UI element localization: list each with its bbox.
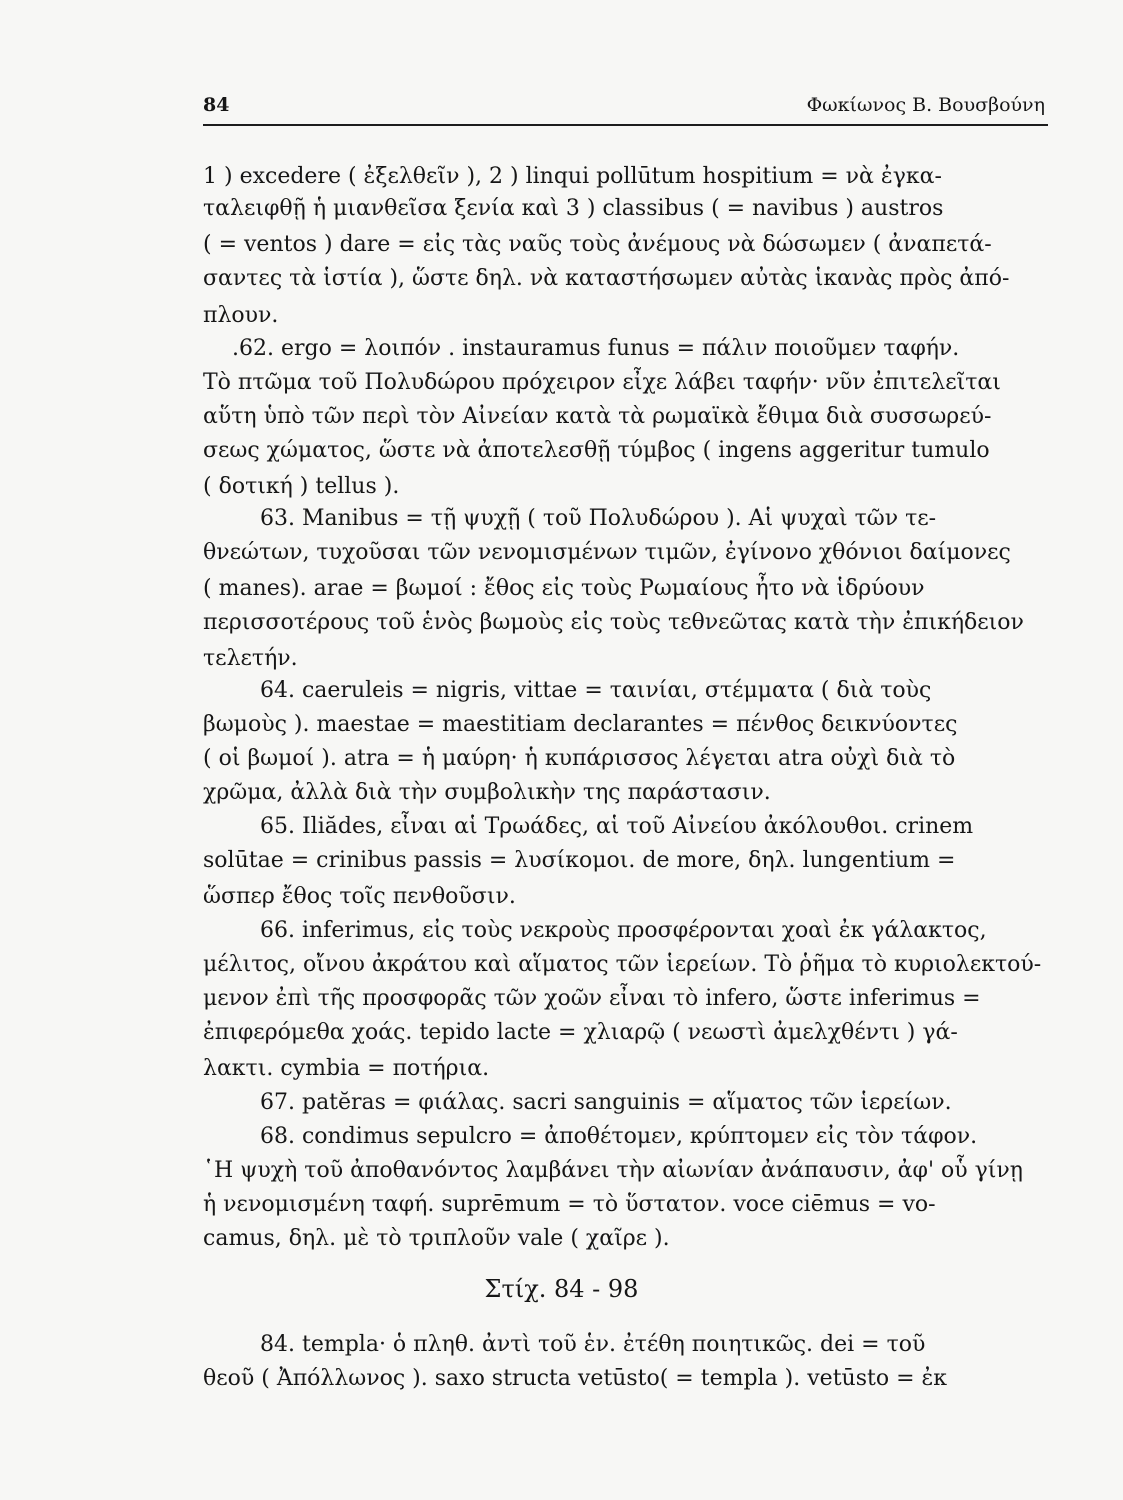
text-line: περισσοτέρους τοῦ ἑνὸς βωμοὺς εἰς τοὺς τεθνεῶτας κατὰ τὴν ἐπικήδειον bbox=[203, 610, 1024, 635]
text-line: solūtae = crinibus passis = λυσίκομοι. de more, δηλ. lungentium = bbox=[203, 848, 956, 873]
text-line: ( = ventos ) dare = εἰς τὰς ναῦς τοὺς ἀνέμους νὰ δώσωμεν ( ἀναπετά- bbox=[203, 232, 992, 257]
text-line: βωμοὺς ). maestae = maestitiam declarantes = πένθος δεικνύοντες bbox=[203, 712, 958, 737]
text-line: 67. patĕras = φιάλας. sacri sanguinis = αἵματος τῶν ἱερείων. bbox=[260, 1090, 952, 1115]
text-line: .62. ergo = λοιπόν . instauramus funus = πάλιν ποιοῦμεν ταφήν. bbox=[232, 336, 960, 361]
text-line: χρῶμα, ἀλλὰ διὰ τὴν συμβολικὴν της παράστασιν. bbox=[203, 780, 771, 805]
text-line: μενον ἐπὶ τῆς προσφορᾶς τῶν χοῶν εἶναι τὸ infero, ὥστε inferimus = bbox=[203, 986, 981, 1011]
text-line: camus, δηλ. μὲ τὸ τριπλοῦν vale ( χαῖρε ). bbox=[203, 1226, 670, 1251]
text-line: 64. caeruleis = nigris, vittae = ταινίαι, στέμματα ( διὰ τοὺς bbox=[260, 678, 932, 703]
text-line: ( οἱ βωμοί ). atra = ἡ μαύρη· ἡ κυπάρισσος λέγεται atra οὐχὶ διὰ τὸ bbox=[203, 746, 956, 771]
text-line: μέλιτος, οἴνου ἀκράτου καὶ αἵματος τῶν ἱερείων. Τὸ ῥῆμα τὸ κυριολεκτού- bbox=[203, 952, 1042, 977]
text-line: 68. condimus sepulcro = ἀποθέτομεν, κρύπτομεν εἰς τὸν τάφον. bbox=[260, 1124, 978, 1149]
text-line: ἐπιφερόμεθα χοάς. tepido lacte = χλιαρῷ ( νεωστὶ ἀμελχθέντι ) γά- bbox=[203, 1020, 958, 1045]
page-number: 84 bbox=[203, 94, 230, 116]
text-line: ἡ νενομισμένη ταφή. suprēmum = τὸ ὕστατον. voce ciēmus = vo- bbox=[203, 1192, 936, 1217]
text-line: θεοῦ ( Ἀπόλλωνος ). saxo structa vetūsto( = templa ). vetūsto = ἐκ bbox=[203, 1366, 948, 1391]
text-line: 84. templa· ὁ πληθ. ἀντὶ τοῦ ἑν. ἐτέθη ποιητικῶς. dei = τοῦ bbox=[260, 1332, 926, 1357]
text-line: ( δοτική ) tellus ). bbox=[203, 474, 400, 499]
text-line: ῾Η ψυχὴ τοῦ ἀποθανόντος λαμβάνει τὴν αἰωνίαν ἀνάπαυσιν, ἀφ' οὗ γίνῃ bbox=[203, 1158, 1023, 1183]
page-header bbox=[203, 94, 1045, 120]
text-line: 63. Manibus = τῇ ψυχῇ ( τοῦ Πολυδώρου ). Αἱ ψυχαὶ τῶν τε- bbox=[260, 506, 937, 531]
text-line: 65. Iliădes, εἶναι αἱ Τρωάδες, αἱ τοῦ Αἰνείου ἀκόλουθοι. crinem bbox=[260, 814, 974, 839]
text-line: τελετήν. bbox=[203, 646, 298, 671]
text-line: θνεώτων, τυχοῦσαι τῶν νενομισμένων τιμῶν, ἐγίνονο χθόνιοι δαίμονες bbox=[203, 540, 1011, 565]
header-rule bbox=[203, 124, 1048, 126]
text-line: 1 ) excedere ( ἐξελθεῖν ), 2 ) linqui pollūtum hospitium = νὰ ἐγκα- bbox=[203, 164, 942, 189]
section-heading: Στίχ. 84 - 98 bbox=[484, 1275, 639, 1303]
text-line: σεως χώματος, ὥστε νὰ ἀποτελεσθῇ τύμβος ( ingens aggeritur tumulo bbox=[203, 438, 990, 463]
text-line: λακτι. cymbia = ποτήρια. bbox=[203, 1056, 490, 1081]
text-line: σαντες τὰ ἱστία ), ὥστε δηλ. νὰ καταστήσωμεν αὐτὰς ἱκανὰς πρὸς ἀπό- bbox=[203, 266, 1010, 291]
text-line: αὕτη ὑπὸ τῶν περὶ τὸν Αἰνείαν κατὰ τὰ ρωμαϊκὰ ἔθιμα διὰ συσσωρεύ- bbox=[203, 404, 992, 429]
text-line: ( manes). arae = βωμοί : ἔθος εἰς τοὺς Ρωμαίους ἦτο νὰ ἱδρύουν bbox=[203, 576, 925, 601]
text-line: πλουν. bbox=[203, 303, 279, 328]
text-line: Τὸ πτῶμα τοῦ Πολυδώρου πρόχειρον εἶχε λάβει ταφήν· νῦν ἐπιτελεῖται bbox=[203, 370, 1001, 395]
text-line: ὥσπερ ἔθος τοῖς πενθοῦσιν. bbox=[203, 884, 516, 909]
text-line: ταλειφθῇ ἡ μιανθεῖσα ξενία καὶ 3 ) classibus ( = navibus ) austros bbox=[203, 196, 944, 221]
text-line: 66. inferimus, εἰς τοὺς νεκροὺς προσφέρονται χοαὶ ἐκ γάλακτος, bbox=[260, 918, 987, 943]
running-title: Φωκίωνος Β. Βουσβούνη bbox=[806, 94, 1045, 116]
